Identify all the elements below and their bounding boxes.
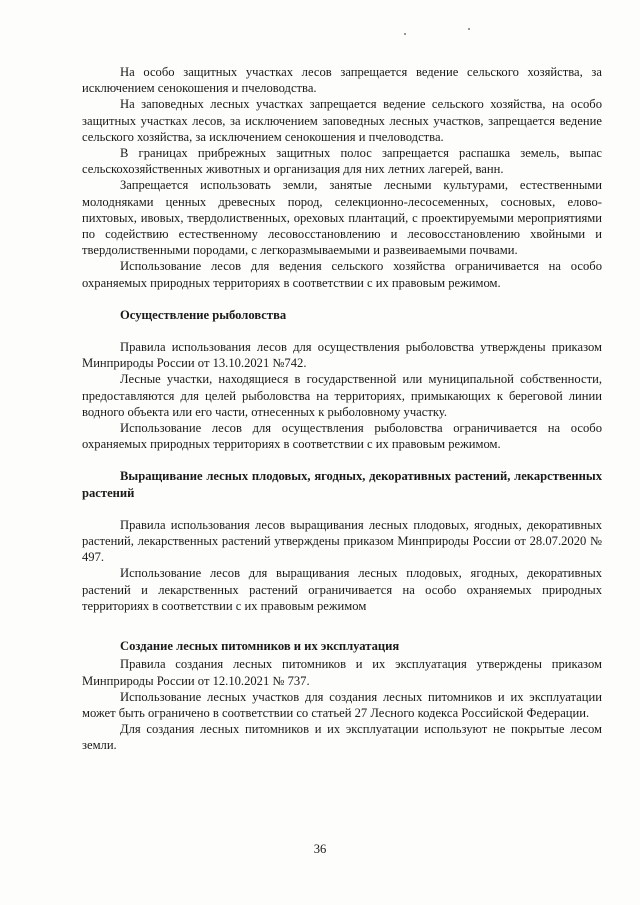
paragraph: В границах прибрежных защитных полос запрещается распашка земель, выпас сельскохозяйственных животных и организация для них летних лагерей, ванн. xyxy=(82,146,602,177)
paragraph: Правила использования лесов выращивания лесных плодовых, ягодных, декоративных растений, лекарственных растений утверждены приказом Минприроды России от 28.07.2020 № 497. xyxy=(82,517,602,565)
paragraph: Использование лесов для ведения сельского хозяйства ограничивается на особо охраняемых природных территориях в соответствии с их правовым режимом. xyxy=(82,259,602,290)
page-number: 36 xyxy=(313,842,327,856)
paragraph: Использование лесных участков для создания лесных питомников и их эксплуатации может быть ограничено в соответствии со статьей 27 Лесного кодекса Российской Федерации. xyxy=(82,689,602,720)
scan-artifact xyxy=(404,33,406,35)
paragraph: Лесные участки, находящиеся в государственной или муниципальной собственности, предоставляются для целей рыболовства на территориях, примыкающих к береговой линии водного объекта или его части, отнесенных к рыболовному участку. xyxy=(82,372,602,419)
paragraph: Для создания лесных питомников и их эксплуатации используют не покрытые лесом земли. xyxy=(82,722,602,753)
document-body xyxy=(82,64,602,754)
section-heading-nurseries: Создание лесных питомников и их эксплуатация xyxy=(120,639,400,654)
paragraph: Правила создания лесных питомников и их эксплуатация утверждены приказом Минприроды России от 12.10.2021 № 737. xyxy=(82,657,602,688)
paragraph: Использование лесов для осуществления рыболовства ограничивается на особо охраняемых природных территориях в соответствии с их правовым режимом. xyxy=(82,421,602,452)
paragraph: Запрещается использовать земли, занятые лесными культурами, естественными молодняками ценных древесных пород, селекционно-лесосеменных, сосновых, елово-пихтовых, ивовых, твердолиственных, ореховых плантаций, с проектируемыми мероприятиями по содействию естественному лесовосстановлению и лесовосстановлению хвойными и твердолиственными породами, с легкоразмываемыми и развеиваемыми почвами. xyxy=(82,178,602,258)
section-heading-fishing: Осуществление рыболовства xyxy=(120,307,287,322)
scan-artifact xyxy=(468,28,470,30)
paragraph: Правила использования лесов для осуществления рыболовства утверждены приказом Минприроды России от 13.10.2021 №742. xyxy=(82,340,602,371)
paragraph: На особо защитных участках лесов запрещается ведение сельского хозяйства, за исключением сенокошения и пчеловодства. xyxy=(82,65,602,96)
section-heading-plants: Выращивание лесных плодовых, ягодных, декоративных растений, лекарственных растений xyxy=(82,469,602,500)
paragraph: На заповедных лесных участках запрещается ведение сельского хозяйства, на особо защитных участках лесов, за исключением заповедных лесных участков, запрещается ведение сельского хозяйства, за исключением сенокошения и пчеловодства. xyxy=(82,97,602,144)
paragraph: Использование лесов для выращивания лесных плодовых, ягодных, декоративных растений и лекарственных растений ограничивается на особо охраняемых природных территориях в соответствии с их правовым режимом xyxy=(82,566,602,613)
